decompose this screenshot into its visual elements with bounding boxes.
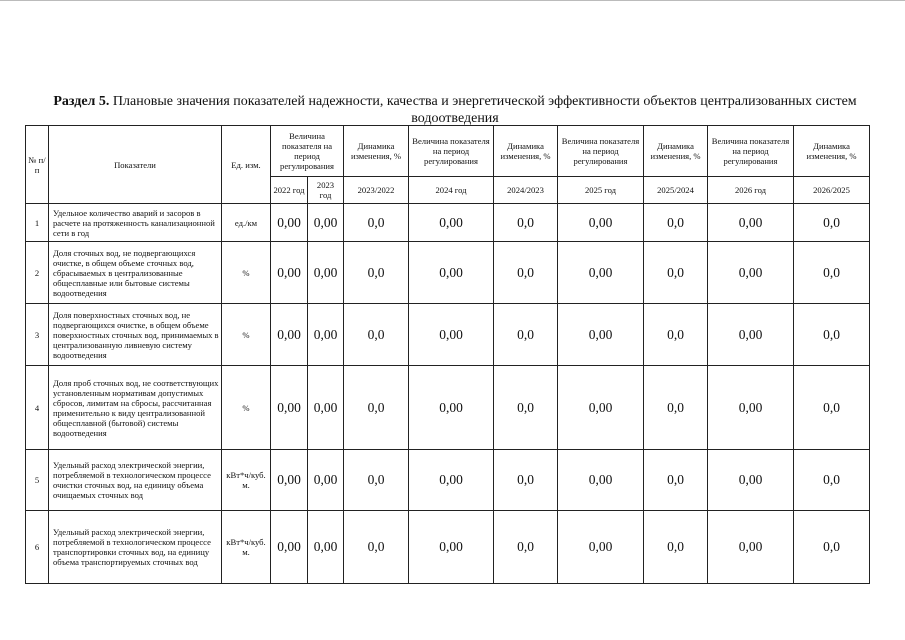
dynamics-2026-2025: 0,0 [794, 204, 870, 242]
row-unit: % [222, 242, 271, 304]
header-value-2: Величина показателя на период регулирования [409, 126, 494, 177]
value-2024: 0,00 [409, 366, 494, 450]
row-indicator: Удельное количество аварий и засоров в расчете на протяженность канализационной сети в год [49, 204, 222, 242]
value-2022: 0,00 [271, 242, 308, 304]
row-num: 6 [26, 511, 49, 584]
row-unit: кВт*ч/куб. м. [222, 511, 271, 584]
dynamics-2023-2022: 0,0 [344, 366, 409, 450]
value-2025: 0,00 [558, 450, 644, 511]
dynamics-2023-2022: 0,0 [344, 450, 409, 511]
dynamics-2024-2023: 0,0 [494, 242, 558, 304]
dynamics-2026-2025: 0,0 [794, 242, 870, 304]
header-dynamics-2: Динамика изменения, % [494, 126, 558, 177]
ratio-2026-2025: 2026/2025 [794, 177, 870, 204]
year-2022: 2022 год [271, 177, 308, 204]
table-row [26, 511, 870, 584]
row-unit: % [222, 366, 271, 450]
ratio-2024-2023: 2024/2023 [494, 177, 558, 204]
indicators-table [25, 125, 870, 584]
value-2024: 0,00 [409, 242, 494, 304]
ratio-2025-2024: 2025/2024 [644, 177, 708, 204]
dynamics-2026-2025: 0,0 [794, 366, 870, 450]
table-row [26, 450, 870, 511]
value-2026: 0,00 [708, 242, 794, 304]
dynamics-2023-2022: 0,0 [344, 511, 409, 584]
year-2025: 2025 год [558, 177, 644, 204]
row-num: 3 [26, 304, 49, 366]
dynamics-2024-2023: 0,0 [494, 511, 558, 584]
row-indicator: Доля сточных вод, не подвергающихся очистке, в общем объеме сточных вод, сбрасываемых в централизованные общесплавные или бытовые системы водоотведения [49, 242, 222, 304]
dynamics-2026-2025: 0,0 [794, 304, 870, 366]
row-num: 4 [26, 366, 49, 450]
value-2022: 0,00 [271, 304, 308, 366]
value-2026: 0,00 [708, 366, 794, 450]
row-indicator: Удельный расход электрической энергии, потребляемой в технологическом процессе транспортировки сточных вод, на единицу объема транспортируемых сточных вод [49, 511, 222, 584]
value-2026: 0,00 [708, 511, 794, 584]
dynamics-2026-2025: 0,0 [794, 450, 870, 511]
value-2022: 0,00 [271, 204, 308, 242]
value-2026: 0,00 [708, 450, 794, 511]
value-2023: 0,00 [308, 304, 344, 366]
table-row [26, 304, 870, 366]
value-2023: 0,00 [308, 366, 344, 450]
header-value-4: Величина показателя на период регулирования [708, 126, 794, 177]
header-value-3: Величина показателя на период регулирования [558, 126, 644, 177]
value-2023: 0,00 [308, 204, 344, 242]
value-2022: 0,00 [271, 366, 308, 450]
dynamics-2023-2022: 0,0 [344, 304, 409, 366]
value-2023: 0,00 [308, 511, 344, 584]
row-indicator: Удельный расход электрической энергии, потребляемой в технологическом процессе очистки сточных вод, на единицу объема очищаемых сточных вод [49, 450, 222, 511]
header-dynamics-1: Динамика изменения, % [344, 126, 409, 177]
value-2025: 0,00 [558, 204, 644, 242]
section-title [40, 93, 870, 127]
year-2024: 2024 год [409, 177, 494, 204]
dynamics-2025-2024: 0,0 [644, 511, 708, 584]
section-heading: Плановые значения показателей надежности, качества и энергетической эффективности объектов централизованных систем водоотведения [112, 94, 857, 126]
dynamics-2025-2024: 0,0 [644, 204, 708, 242]
header-num: № п/п [26, 126, 49, 204]
row-unit: ед./км [222, 204, 271, 242]
table-row [26, 366, 870, 450]
dynamics-2024-2023: 0,0 [494, 366, 558, 450]
value-2025: 0,00 [558, 366, 644, 450]
value-2024: 0,00 [409, 511, 494, 584]
dynamics-2024-2023: 0,0 [494, 204, 558, 242]
year-2026: 2026 год [708, 177, 794, 204]
value-2025: 0,00 [558, 304, 644, 366]
value-2022: 0,00 [271, 511, 308, 584]
dynamics-2025-2024: 0,0 [644, 304, 708, 366]
header-value-1: Величина показателя на период регулирования [271, 126, 344, 177]
page-top-rule [0, 0, 905, 1]
dynamics-2025-2024: 0,0 [644, 242, 708, 304]
value-2025: 0,00 [558, 242, 644, 304]
dynamics-2026-2025: 0,0 [794, 511, 870, 584]
ratio-2023-2022: 2023/2022 [344, 177, 409, 204]
value-2025: 0,00 [558, 511, 644, 584]
header-indicator: Показатели [49, 126, 222, 204]
value-2022: 0,00 [271, 450, 308, 511]
header-row-1 [26, 126, 870, 177]
value-2023: 0,00 [308, 242, 344, 304]
row-num: 5 [26, 450, 49, 511]
dynamics-2024-2023: 0,0 [494, 304, 558, 366]
value-2024: 0,00 [409, 304, 494, 366]
row-num: 1 [26, 204, 49, 242]
value-2024: 0,00 [409, 450, 494, 511]
header-dynamics-3: Динамика изменения, % [644, 126, 708, 177]
row-unit: % [222, 304, 271, 366]
header-unit: Ед. изм. [222, 126, 271, 204]
value-2024: 0,00 [409, 204, 494, 242]
value-2023: 0,00 [308, 450, 344, 511]
section-number: Раздел 5. [53, 94, 110, 109]
row-indicator: Доля проб сточных вод, не соответствующих установленным нормативам допустимых сбросов, лимитам на сбросы, рассчитанная применительно к виду централизованной общесплавной (бытовой) системы водоотведения [49, 366, 222, 450]
value-2026: 0,00 [708, 304, 794, 366]
row-num: 2 [26, 242, 49, 304]
dynamics-2023-2022: 0,0 [344, 242, 409, 304]
table-row [26, 242, 870, 304]
dynamics-2025-2024: 0,0 [644, 366, 708, 450]
table-row [26, 204, 870, 242]
dynamics-2023-2022: 0,0 [344, 204, 409, 242]
row-unit: кВт*ч/куб. м. [222, 450, 271, 511]
dynamics-2025-2024: 0,0 [644, 450, 708, 511]
year-2023: 2023 год [308, 177, 344, 204]
header-dynamics-4: Динамика изменения, % [794, 126, 870, 177]
value-2026: 0,00 [708, 204, 794, 242]
row-indicator: Доля поверхностных сточных вод, не подвергающихся очистке, в общем объеме поверхностных сточных вод, принимаемых в централизованную ливневую систему водоотведения [49, 304, 222, 366]
dynamics-2024-2023: 0,0 [494, 450, 558, 511]
